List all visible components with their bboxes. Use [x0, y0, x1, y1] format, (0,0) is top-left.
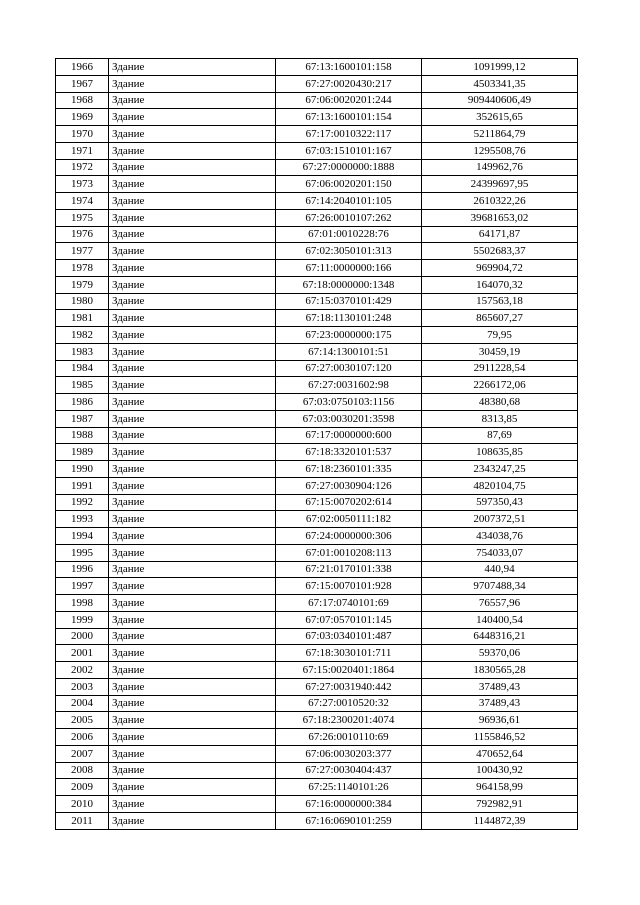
row-number-cell: 1994: [56, 528, 109, 545]
row-number-cell: 1976: [56, 226, 109, 243]
table-row: [56, 645, 578, 662]
table-row: [56, 377, 578, 394]
object-type-cell: Здание: [109, 745, 276, 762]
table-row: [56, 729, 578, 746]
cadastral-value-cell: 140400,54: [422, 611, 578, 628]
cadastral-value-cell: 164070,32: [422, 276, 578, 293]
object-type-cell: Здание: [109, 477, 276, 494]
cadastral-number-cell: 67:15:0020401:1864: [276, 662, 422, 679]
cadastral-number-cell: 67:06:0020201:244: [276, 92, 422, 109]
cadastral-value-cell: 1295508,76: [422, 142, 578, 159]
cadastral-number-cell: 67:15:0070101:928: [276, 578, 422, 595]
row-number-cell: 1986: [56, 394, 109, 411]
table-row: [56, 59, 578, 76]
row-number-cell: 1974: [56, 193, 109, 210]
cadastral-number-cell: 67:03:0340101:487: [276, 628, 422, 645]
cadastral-value-cell: 4503341,35: [422, 75, 578, 92]
cadastral-value-cell: 470652,64: [422, 745, 578, 762]
cadastral-value-cell: 597350,43: [422, 494, 578, 511]
cadastral-value-cell: 2911228,54: [422, 360, 578, 377]
row-number-cell: 1975: [56, 209, 109, 226]
object-type-cell: Здание: [109, 595, 276, 612]
cadastral-value-cell: 87,69: [422, 427, 578, 444]
cadastral-value-cell: 6448316,21: [422, 628, 578, 645]
cadastral-value-cell: 4820104,75: [422, 477, 578, 494]
cadastral-number-cell: 67:11:0000000:166: [276, 260, 422, 277]
object-type-cell: Здание: [109, 310, 276, 327]
table-row: [56, 176, 578, 193]
object-type-cell: Здание: [109, 209, 276, 226]
cadastral-number-cell: 67:13:1600101:158: [276, 59, 422, 76]
table-row: [56, 293, 578, 310]
cadastral-number-cell: 67:03:0030201:3598: [276, 410, 422, 427]
property-registry-table: [55, 58, 578, 830]
cadastral-number-cell: 67:26:0010107:262: [276, 209, 422, 226]
cadastral-number-cell: 67:27:0031940:442: [276, 678, 422, 695]
object-type-cell: Здание: [109, 327, 276, 344]
row-number-cell: 2007: [56, 745, 109, 762]
table-row: [56, 628, 578, 645]
row-number-cell: 1977: [56, 243, 109, 260]
object-type-cell: Здание: [109, 762, 276, 779]
cadastral-number-cell: 67:27:0010520:32: [276, 695, 422, 712]
row-number-cell: 1984: [56, 360, 109, 377]
table-row: [56, 193, 578, 210]
object-type-cell: Здание: [109, 444, 276, 461]
table-row: [56, 276, 578, 293]
object-type-cell: Здание: [109, 243, 276, 260]
object-type-cell: Здание: [109, 427, 276, 444]
table-row: [56, 461, 578, 478]
table-row: [56, 678, 578, 695]
row-number-cell: 1998: [56, 595, 109, 612]
table-row: [56, 595, 578, 612]
object-type-cell: Здание: [109, 360, 276, 377]
cadastral-value-cell: 754033,07: [422, 544, 578, 561]
row-number-cell: 1980: [56, 293, 109, 310]
table-row: [56, 327, 578, 344]
table-row: [56, 611, 578, 628]
cadastral-number-cell: 67:24:0000000:306: [276, 528, 422, 545]
object-type-cell: Здание: [109, 126, 276, 143]
object-type-cell: Здание: [109, 695, 276, 712]
row-number-cell: 1983: [56, 343, 109, 360]
object-type-cell: Здание: [109, 812, 276, 829]
table-row: [56, 578, 578, 595]
object-type-cell: Здание: [109, 176, 276, 193]
object-type-cell: Здание: [109, 611, 276, 628]
row-number-cell: 2001: [56, 645, 109, 662]
row-number-cell: 1991: [56, 477, 109, 494]
table-row: [56, 360, 578, 377]
object-type-cell: Здание: [109, 796, 276, 813]
cadastral-value-cell: 59370,06: [422, 645, 578, 662]
row-number-cell: 1978: [56, 260, 109, 277]
object-type-cell: Здание: [109, 410, 276, 427]
row-number-cell: 2004: [56, 695, 109, 712]
cadastral-value-cell: 2007372,51: [422, 511, 578, 528]
object-type-cell: Здание: [109, 109, 276, 126]
table-row: [56, 712, 578, 729]
object-type-cell: Здание: [109, 678, 276, 695]
row-number-cell: 2009: [56, 779, 109, 796]
table-row: [56, 159, 578, 176]
cadastral-number-cell: 67:17:0740101:69: [276, 595, 422, 612]
table-row: [56, 92, 578, 109]
cadastral-value-cell: 157563,18: [422, 293, 578, 310]
cadastral-number-cell: 67:03:1510101:167: [276, 142, 422, 159]
row-number-cell: 1993: [56, 511, 109, 528]
object-type-cell: Здание: [109, 59, 276, 76]
cadastral-value-cell: 37489,43: [422, 695, 578, 712]
cadastral-number-cell: 67:17:0000000:600: [276, 427, 422, 444]
cadastral-value-cell: 440,94: [422, 561, 578, 578]
row-number-cell: 1997: [56, 578, 109, 595]
table-row: [56, 544, 578, 561]
row-number-cell: 2005: [56, 712, 109, 729]
object-type-cell: Здание: [109, 494, 276, 511]
cadastral-value-cell: 100430,92: [422, 762, 578, 779]
row-number-cell: 2008: [56, 762, 109, 779]
cadastral-value-cell: 1091999,12: [422, 59, 578, 76]
object-type-cell: Здание: [109, 528, 276, 545]
cadastral-number-cell: 67:27:0031602:98: [276, 377, 422, 394]
cadastral-number-cell: 67:14:1300101:51: [276, 343, 422, 360]
cadastral-number-cell: 67:18:2300201:4074: [276, 712, 422, 729]
object-type-cell: Здание: [109, 276, 276, 293]
cadastral-number-cell: 67:27:0030404:437: [276, 762, 422, 779]
cadastral-number-cell: 67:17:0010322:117: [276, 126, 422, 143]
cadastral-value-cell: 24399697,95: [422, 176, 578, 193]
cadastral-number-cell: 67:16:0000000:384: [276, 796, 422, 813]
row-number-cell: 1968: [56, 92, 109, 109]
object-type-cell: Здание: [109, 461, 276, 478]
row-number-cell: 2000: [56, 628, 109, 645]
cadastral-number-cell: 67:18:1130101:248: [276, 310, 422, 327]
object-type-cell: Здание: [109, 92, 276, 109]
row-number-cell: 1973: [56, 176, 109, 193]
table-row: [56, 779, 578, 796]
cadastral-value-cell: 434038,76: [422, 528, 578, 545]
cadastral-value-cell: 969904,72: [422, 260, 578, 277]
cadastral-number-cell: 67:15:0070202:614: [276, 494, 422, 511]
object-type-cell: Здание: [109, 561, 276, 578]
table-row: [56, 410, 578, 427]
cadastral-number-cell: 67:02:0050111:182: [276, 511, 422, 528]
object-type-cell: Здание: [109, 142, 276, 159]
cadastral-number-cell: 67:14:2040101:105: [276, 193, 422, 210]
row-number-cell: 1989: [56, 444, 109, 461]
cadastral-value-cell: 964158,99: [422, 779, 578, 796]
row-number-cell: 2002: [56, 662, 109, 679]
row-number-cell: 1988: [56, 427, 109, 444]
row-number-cell: 1999: [56, 611, 109, 628]
table-row: [56, 343, 578, 360]
cadastral-number-cell: 67:18:3320101:537: [276, 444, 422, 461]
table-row: [56, 394, 578, 411]
cadastral-number-cell: 67:27:0030904:126: [276, 477, 422, 494]
cadastral-number-cell: 67:07:0570101:145: [276, 611, 422, 628]
row-number-cell: 1972: [56, 159, 109, 176]
row-number-cell: 1981: [56, 310, 109, 327]
table-row: [56, 477, 578, 494]
cadastral-value-cell: 108635,85: [422, 444, 578, 461]
table-row: [56, 209, 578, 226]
table-row: [56, 561, 578, 578]
row-number-cell: 1967: [56, 75, 109, 92]
cadastral-value-cell: 30459,19: [422, 343, 578, 360]
table-row: [56, 662, 578, 679]
cadastral-number-cell: 67:27:0030107:120: [276, 360, 422, 377]
row-number-cell: 1992: [56, 494, 109, 511]
table-row: [56, 695, 578, 712]
row-number-cell: 1995: [56, 544, 109, 561]
cadastral-value-cell: 352615,65: [422, 109, 578, 126]
table-row: [56, 745, 578, 762]
row-number-cell: 1985: [56, 377, 109, 394]
cadastral-value-cell: 8313,85: [422, 410, 578, 427]
object-type-cell: Здание: [109, 193, 276, 210]
object-type-cell: Здание: [109, 662, 276, 679]
table-row: [56, 75, 578, 92]
row-number-cell: 1996: [56, 561, 109, 578]
cadastral-number-cell: 67:01:0010228:76: [276, 226, 422, 243]
object-type-cell: Здание: [109, 260, 276, 277]
cadastral-value-cell: 76557,96: [422, 595, 578, 612]
cadastral-value-cell: 1155846,52: [422, 729, 578, 746]
cadastral-value-cell: 792982,91: [422, 796, 578, 813]
row-number-cell: 1979: [56, 276, 109, 293]
row-number-cell: 2006: [56, 729, 109, 746]
cadastral-number-cell: 67:06:0020201:150: [276, 176, 422, 193]
cadastral-value-cell: 2266172,06: [422, 377, 578, 394]
cadastral-number-cell: 67:03:0750103:1156: [276, 394, 422, 411]
cadastral-value-cell: 96936,61: [422, 712, 578, 729]
object-type-cell: Здание: [109, 377, 276, 394]
row-number-cell: 2011: [56, 812, 109, 829]
row-number-cell: 1987: [56, 410, 109, 427]
object-type-cell: Здание: [109, 159, 276, 176]
object-type-cell: Здание: [109, 544, 276, 561]
cadastral-number-cell: 67:18:3030101:711: [276, 645, 422, 662]
object-type-cell: Здание: [109, 75, 276, 92]
object-type-cell: Здание: [109, 712, 276, 729]
table-row: [56, 812, 578, 829]
row-number-cell: 1969: [56, 109, 109, 126]
row-number-cell: 2003: [56, 678, 109, 695]
object-type-cell: Здание: [109, 394, 276, 411]
object-type-cell: Здание: [109, 645, 276, 662]
cadastral-value-cell: 2343247,25: [422, 461, 578, 478]
table-row: [56, 528, 578, 545]
table-row: [56, 226, 578, 243]
table-row: [56, 444, 578, 461]
table-row: [56, 494, 578, 511]
cadastral-number-cell: 67:18:2360101:335: [276, 461, 422, 478]
cadastral-value-cell: 2610322,26: [422, 193, 578, 210]
cadastral-value-cell: 1144872,39: [422, 812, 578, 829]
row-number-cell: 1970: [56, 126, 109, 143]
table-row: [56, 126, 578, 143]
table-row: [56, 109, 578, 126]
cadastral-value-cell: 5211864,79: [422, 126, 578, 143]
cadastral-number-cell: 67:21:0170101:338: [276, 561, 422, 578]
cadastral-number-cell: 67:26:0010110:69: [276, 729, 422, 746]
cadastral-value-cell: 64171,87: [422, 226, 578, 243]
object-type-cell: Здание: [109, 729, 276, 746]
table-row: [56, 511, 578, 528]
object-type-cell: Здание: [109, 226, 276, 243]
object-type-cell: Здание: [109, 779, 276, 796]
cadastral-value-cell: 149962,76: [422, 159, 578, 176]
cadastral-value-cell: 79,95: [422, 327, 578, 344]
cadastral-number-cell: 67:18:0000000:1348: [276, 276, 422, 293]
table-row: [56, 796, 578, 813]
row-number-cell: 2010: [56, 796, 109, 813]
cadastral-value-cell: 865607,27: [422, 310, 578, 327]
cadastral-number-cell: 67:15:0370101:429: [276, 293, 422, 310]
cadastral-number-cell: 67:27:0020430:217: [276, 75, 422, 92]
table-row: [56, 142, 578, 159]
cadastral-number-cell: 67:06:0030203:377: [276, 745, 422, 762]
object-type-cell: Здание: [109, 628, 276, 645]
object-type-cell: Здание: [109, 511, 276, 528]
table-row: [56, 310, 578, 327]
cadastral-value-cell: 48380,68: [422, 394, 578, 411]
cadastral-value-cell: 37489,43: [422, 678, 578, 695]
table-row: [56, 260, 578, 277]
cadastral-value-cell: 9707488,34: [422, 578, 578, 595]
cadastral-value-cell: 39681653,02: [422, 209, 578, 226]
cadastral-number-cell: 67:13:1600101:154: [276, 109, 422, 126]
cadastral-number-cell: 67:01:0010208:113: [276, 544, 422, 561]
cadastral-number-cell: 67:16:0690101:259: [276, 812, 422, 829]
row-number-cell: 1966: [56, 59, 109, 76]
object-type-cell: Здание: [109, 293, 276, 310]
cadastral-number-cell: 67:25:1140101:26: [276, 779, 422, 796]
row-number-cell: 1990: [56, 461, 109, 478]
cadastral-value-cell: 1830565,28: [422, 662, 578, 679]
object-type-cell: Здание: [109, 578, 276, 595]
registry-table-body: [56, 59, 578, 830]
cadastral-value-cell: 909440606,49: [422, 92, 578, 109]
cadastral-number-cell: 67:02:3050101:313: [276, 243, 422, 260]
table-row: [56, 762, 578, 779]
table-row: [56, 427, 578, 444]
cadastral-number-cell: 67:27:0000000:1888: [276, 159, 422, 176]
table-row: [56, 243, 578, 260]
cadastral-number-cell: 67:23:0000000:175: [276, 327, 422, 344]
object-type-cell: Здание: [109, 343, 276, 360]
cadastral-value-cell: 5502683,37: [422, 243, 578, 260]
row-number-cell: 1971: [56, 142, 109, 159]
row-number-cell: 1982: [56, 327, 109, 344]
